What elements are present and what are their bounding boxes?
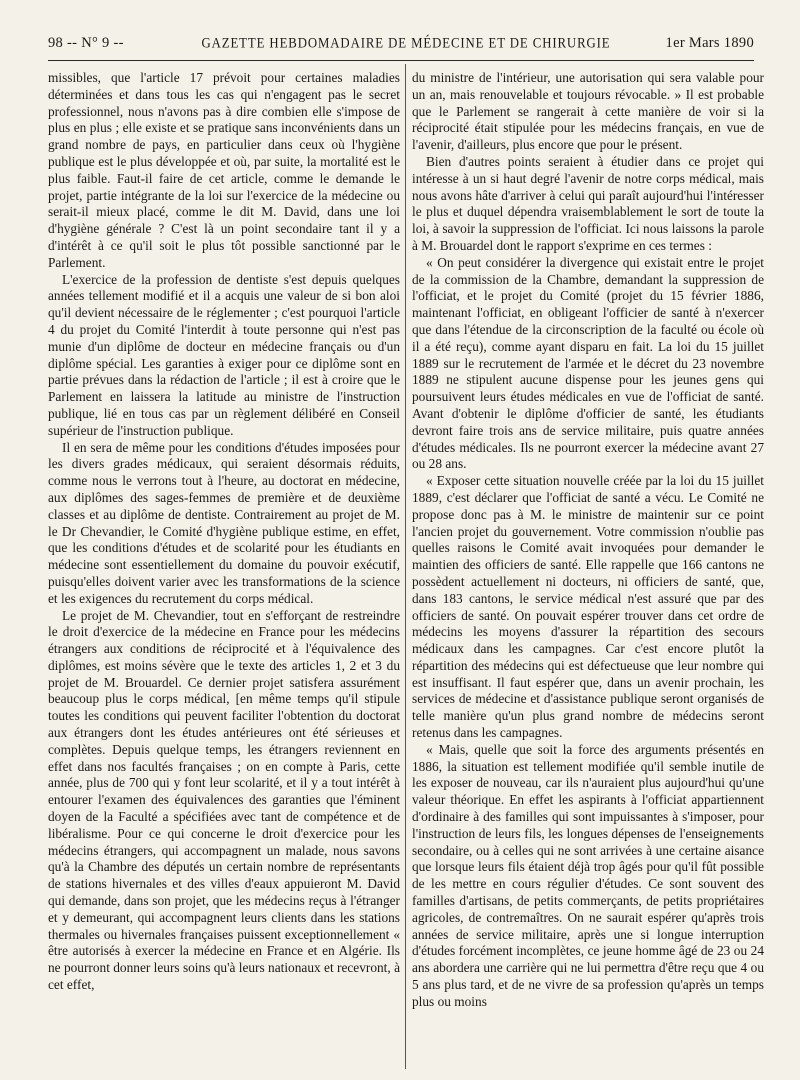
- column-divider: [405, 64, 406, 1069]
- left-column: [48, 70, 400, 1070]
- issue-date: 1er Mars 1890: [665, 35, 754, 51]
- paragraph: missibles, que l'article 17 prévoit pour certaines maladies déterminées et dans tous les cas qui n'engagent pas le secret professionnel, nous n'avons pas à dire combien elle s'impose de plus en plus ; elle existe et se pratique sans inconvénients dans un grand nombre de pays, en particulier dans ceux où l'hygiène publique est le plus développée et où, par suite, la mortalité est le plus faible. Faut-il faire de cet article, comme le demande le projet, partie intégrante de la loi sur l'exercice de la médecine ou serait-il mieux placé, comme le dit M. David, dans une loi d'hygiène générale ? C'est là un point secondaire tant il y a d'intérêt à ce qu'il soit le plus tôt possible sanctionné par le Parlement.: [48, 70, 400, 270]
- paragraph: L'exercice de la profession de dentiste s'est depuis quelques années tellement modifié et il a acquis une valeur de si bon aloi qu'il devient nécessaire de le réglementer ; c'est pourquoi l'article 4 du projet du Comité l'interdit à toute personne qui n'est pas munie d'un diplôme de docteur en médecine français ou d'un diplôme spécial. Les garanties à exiger pour ce diplôme sont en partie prévues dans la rédaction de l'article ; il est à croire que le Parlement en laissera la latitude au ministre de l'instruction publique, lié en tous cas par un règlement délibéré en Conseil supérieur de l'instruction publique.: [48, 271, 400, 438]
- header-rule: [48, 60, 754, 61]
- paragraph: « Exposer cette situation nouvelle créée par la loi du 15 juillet 1889, c'est déclarer que l'officiat de santé a vécu. Le Comité ne propose donc pas à M. le ministre de maintenir sur ce point l'ancien projet du gouvernement. Votre commission n'oublie pas quelles raisons le Comité avait invoquées pour demander le maintien des officiers de santé. Elle rappelle que 166 cantons ne possèdent actuellement ni docteurs, ni officiers de santé, que, dans 183 cantons, le service médical n'est assuré que par des officiers de santé. On pouvait espérer trouver dans cet ordre de médecins les moyens d'assurer la répartition des secours médicaux dans les campagnes. Car c'est encore plutôt la répartition des médecins qui est défectueuse que leur nombre qui est insuffisant. Il faut espérer que, dans un avenir prochain, les services de médecine et d'assistance publique seront organisés de telle manière qu'un plus grand nombre de médecins seront retenus dans les campagnes.: [412, 473, 764, 741]
- running-header: [48, 33, 754, 55]
- page-number: 98 -- N° 9 --: [48, 35, 124, 51]
- paragraph: du ministre de l'intérieur, une autorisation qui sera valable pour un an, mais renouvelable et toujours révocable. » Il est probable que le Parlement se rangerait à cette manière de voir si la réciprocité était stipulée pour les médecins français, en vue de l'avenir, d'ailleurs, plus encore que pour le présent.: [412, 70, 764, 153]
- paragraph: « Mais, quelle que soit la force des arguments présentés en 1886, la situation est tellement modifiée qu'il semble inutile de les exposer de nouveau, car ils n'auraient plus aujourd'hui qu'une valeur théorique. En effet les aspirants à l'officiat appartiennent d'ordinaire à des familles qui sont impuissantes à s'imposer, pour l'instruction de leurs fils, les longues dépenses de l'enseignements secondaire, ou à celles qui ne sont arrivées à une certaine aisance que lorsque leurs fils étaient déjà trop âgés pour qu'il fût possible de les mettre en cours régulier d'études. Ce sont souvent des familles d'artisans, de petits commerçants, de petits propriétaires agricoles, de contremaîtres. On ne saurait espérer qu'après trois années de service militaire, après une si longue interruption d'études forcément incomplètes, ce jeune homme âgé de 23 ou 24 ans abordera une carrière qui ne lui permettra d'être reçu que 4 ou 5 ans plus tard, et de ne vivre de sa profession qu'après un temps plus ou moins: [412, 741, 764, 1009]
- paragraph: Il en sera de même pour les conditions d'études imposées pour les divers grades médicaux, qui seraient désormais réduits, comme nous le verrons tout à l'heure, au doctorat en médecine, aux diplômes des sages-femmes de première et de deuxième classes et au diplôme de dentiste. Contrairement au projet de M. le Dr Chevandier, le Comité d'hygiène publique estime, en effet, que les conditions d'études et de scolarité pour les étudiants en médecine sont essentiellement du domaine du pouvoir exécutif, puisqu'elles doivent varier avec les transformations de la science et les exigences du recrutement du corps médical.: [48, 439, 400, 606]
- paragraph: « On peut considérer la divergence qui existait entre le projet de la commission de la Chambre, demandant la suppression de l'officiat, et le projet du Comité (projet du 15 février 1886, maintenant l'officiat, en obligeant l'officier de santé à n'exercer que dans l'étendue de la circonscription de la faculté ou école où il a été reçu), comme ayant disparu en fait. La loi du 15 juillet 1889 sur le recrutement de l'armée et le décret du 23 novembre 1889 ne stipulent aucune dispense pour les jeunes gens qui poursuivent leurs études médicales en vue de l'officiat de santé. Avant d'obtenir le diplôme d'officier de santé, les étudiants devront faire trois ans de service militaire, puis quatre années d'études médicales. Ils ne pourront exercer la médecine avant 27 ou 28 ans.: [412, 254, 764, 472]
- right-column: [412, 70, 764, 1070]
- paragraph: Le projet de M. Chevandier, tout en s'efforçant de restreindre le droit d'exercice de la médecine en France pour les médecins étrangers aux conditions de réciprocité et à l'équivalence des diplômes, est moins sévère que le texte des articles 1, 2 et 3 du projet de M. Brouardel. Ce dernier projet satisfera assurément beaucoup plus le corps médical, [en même temps qu'il stipule toutes les conditions qui peuvent faciliter l'obtention du doctorat aux étrangers dont les études antérieures ont été sérieuses et complètes. Depuis quelque temps, les étrangers reviennent en effet dans nos facultés françaises ; on en compte à Paris, cette année, plus de 700 qui y font leur scolarité, et il y a tout intérêt à entourer l'examen des équivalences des garanties que l'éminent doyen de la Faculté a spécifiées avec tant de compétence et de libéralisme. Pour ce qui concerne le droit d'exercice pour les médecins étrangers, qui accompagnent un malade, nous savons qu'à la Chambre des députés un certain nombre de représentants de stations hivernales et des villes d'eaux appuieront M. David qui demande, dans son projet, que les médecins reçus à l'étranger et y demeurant, qui accompagnent leurs clients dans les stations thermales ou hivernales françaises puissent exceptionnellement « être autorisés à exercer la médecine en France et en Algérie. Ils ne pourront donner leurs soins qu'à leurs nationaux et recevront, à cet effet,: [48, 607, 400, 993]
- journal-title: GAZETTE HEBDOMADAIRE DE MÉDECINE ET DE CHIRURGIE: [201, 34, 611, 51]
- paragraph: Bien d'autres points seraient à étudier dans ce projet qui intéresse à un si haut degré l'avenir de notre corps médical, mais nous avons hâte d'arriver à celui qui paraît aujourd'hui l'intéresser le plus et duquel dépendra vraisemblablement le sort de toute la loi, à savoir la suppression de l'officiat. Ici nous laissons la parole à M. Brouardel dont le rapport s'exprime en ces termes :: [412, 153, 764, 253]
